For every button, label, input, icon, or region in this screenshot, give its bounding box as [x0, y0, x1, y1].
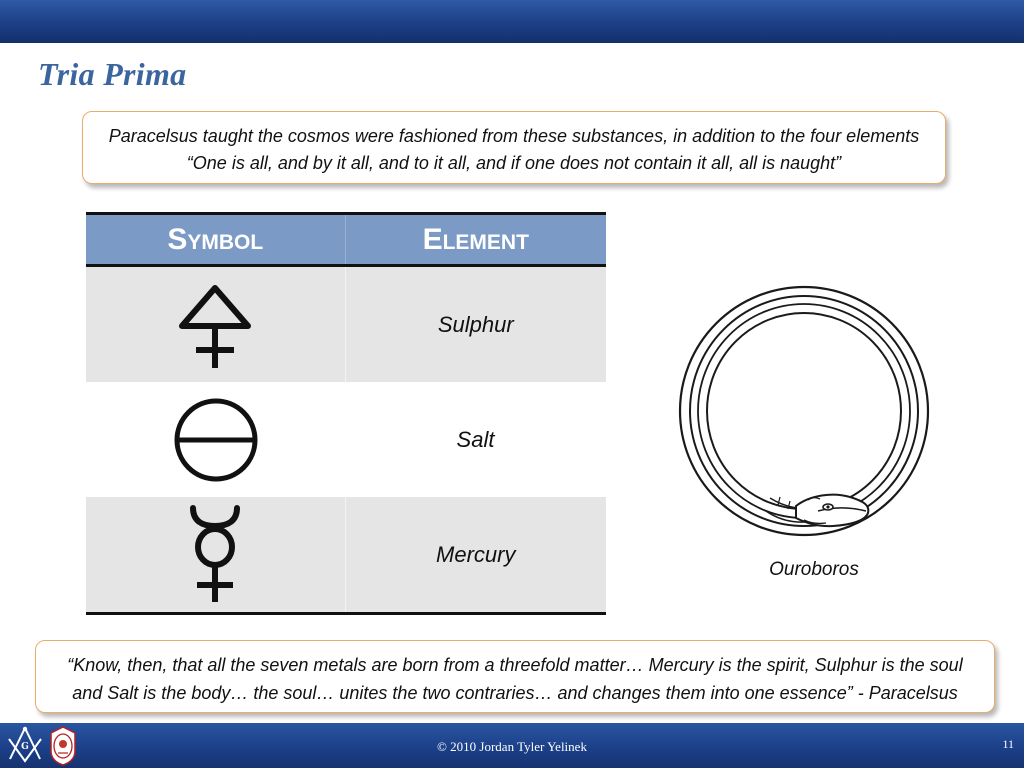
- table-row-salt: [86, 382, 606, 497]
- footer-bar: [0, 723, 1024, 768]
- element-cell-mercury: Mercury: [345, 497, 606, 614]
- ouroboros-caption: Ouroboros: [769, 559, 859, 580]
- copyright-text: © 2010 Jordan Tyler Yelinek: [437, 739, 587, 754]
- page-number: 11: [1002, 737, 1014, 751]
- symbol-column-header: Symbol: [86, 214, 345, 266]
- intro-callout-line-2: “One is all, and by it all, and to it all, and if one does not contain it all, all is naught”: [186, 153, 842, 173]
- quote-callout-line-2: and Salt is the body… the soul… unites the two contraries… and changes them into one essence” - Paracelsus: [72, 683, 958, 703]
- symbol-cell: [86, 382, 345, 497]
- svg-text:G: G: [21, 742, 29, 752]
- mercury-symbol-icon: [180, 505, 250, 605]
- table-header-row: [86, 214, 606, 266]
- intro-callout: [82, 111, 946, 184]
- ouroboros-icon: [678, 285, 934, 545]
- symbol-cell: [86, 266, 345, 383]
- element-cell-salt: Salt: [456, 426, 495, 452]
- element-cell-sulphur: Sulphur: [345, 266, 606, 383]
- quote-callout-line-1: “Know, then, that all the seven metals are born from a threefold matter… Mercury is the spirit, Sulphur is the soul: [67, 655, 963, 675]
- quote-callout: [35, 640, 995, 713]
- top-banner: [0, 0, 1024, 43]
- slide-title: Tria Prima: [38, 56, 187, 92]
- table-row-sulphur: [86, 266, 606, 383]
- symbol-cell: [86, 497, 345, 614]
- element-column-header: Element: [345, 214, 606, 266]
- intro-callout-line-1: Paracelsus taught the cosmos were fashioned from these substances, in addition to the four elements: [108, 126, 920, 146]
- sulphur-symbol-icon: [170, 280, 260, 370]
- table-row-mercury: [86, 497, 606, 614]
- tria-prima-table: [86, 212, 606, 615]
- salt-symbol-icon: [171, 395, 261, 485]
